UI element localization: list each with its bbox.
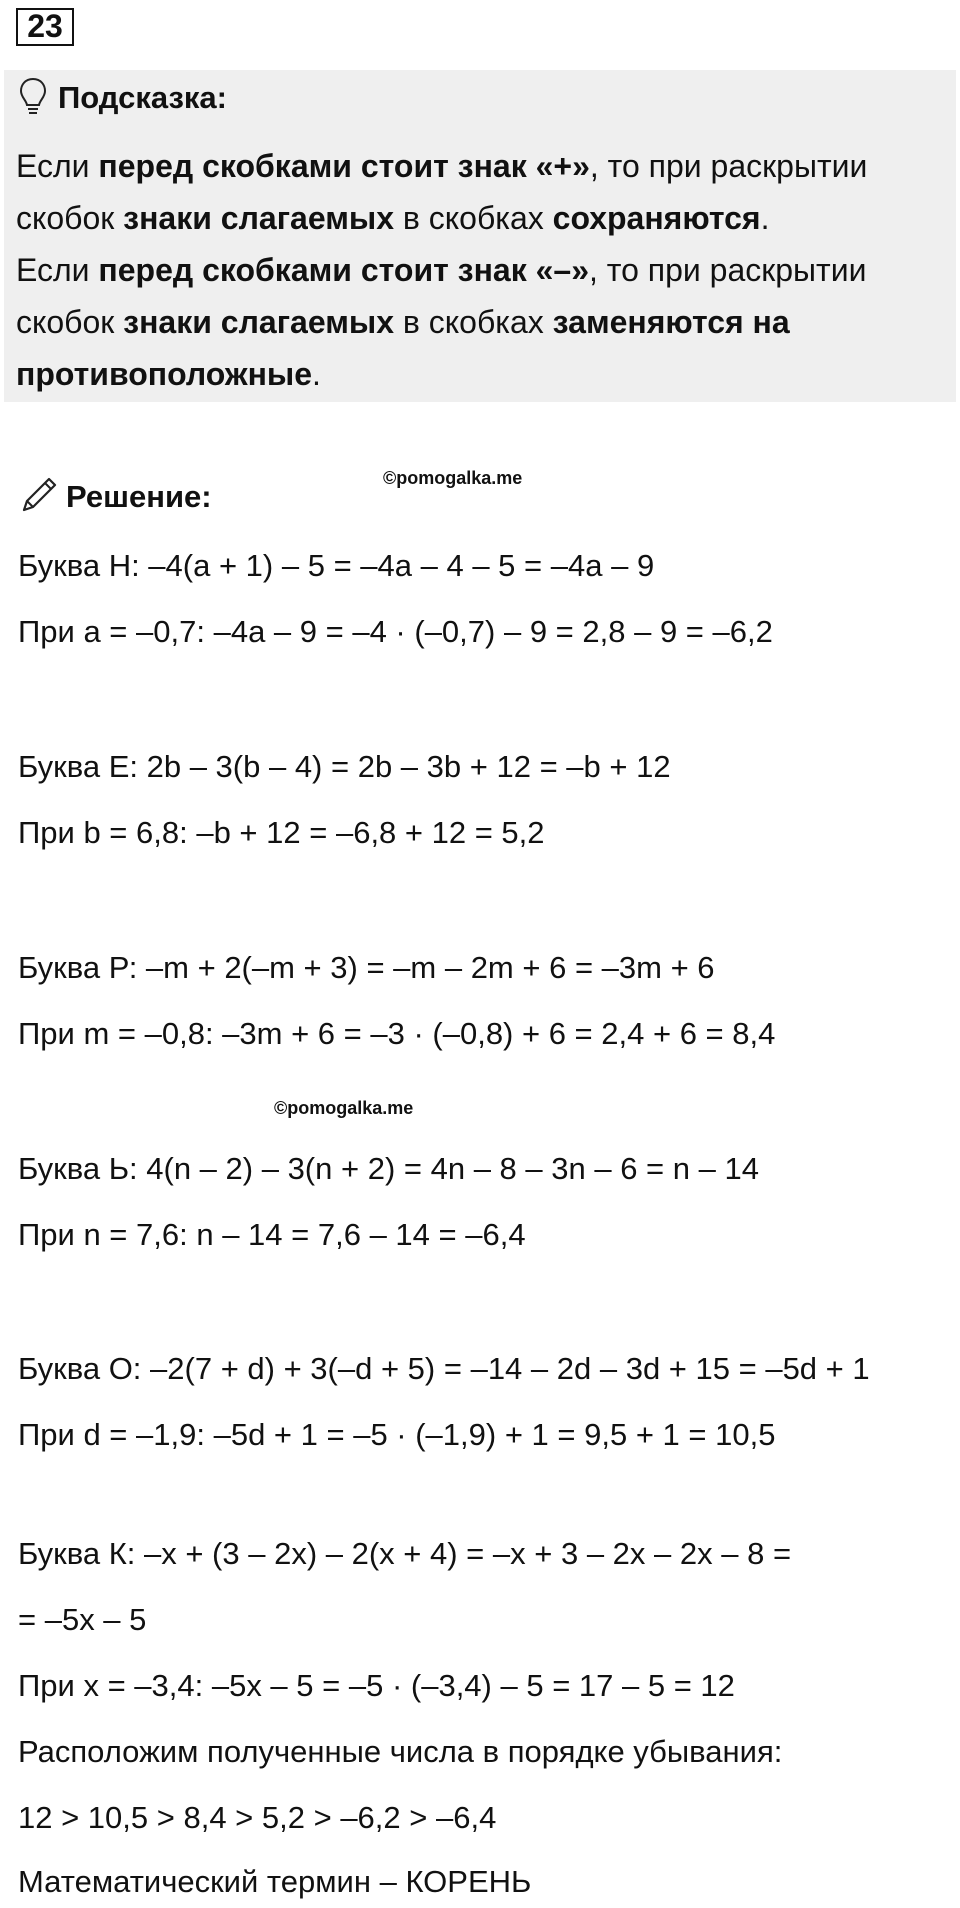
conclusion-order: 12 > 10,5 > 8,4 > 5,2 > –6,2 > –6,4 bbox=[18, 1800, 497, 1835]
solution-title: Решение: bbox=[66, 479, 212, 514]
letter-e-value: При b = 6,8: –b + 12 = –6,8 + 12 = 5,2 bbox=[18, 815, 545, 850]
letter-soft-sign-expression: Буква Ь: 4(n – 2) – 3(n + 2) = 4n – 8 – 3n – 6 = n – 14 bbox=[18, 1151, 759, 1186]
letter-o-expression: Буква О: –2(7 + d) + 3(–d + 5) = –14 – 2d – 3d + 15 = –5d + 1 bbox=[18, 1351, 870, 1386]
watermark-2: ©pomogalka.me bbox=[274, 1098, 414, 1118]
lightbulb-icon bbox=[18, 76, 48, 116]
hint-line-2: скобок знаки слагаемых в скобках сохраняются. bbox=[16, 200, 770, 236]
letter-n-value: При a = –0,7: –4a – 9 = –4 · (–0,7) – 9 = 2,8 – 9 = –6,2 bbox=[18, 614, 773, 649]
hint-line-4: скобок знаки слагаемых в скобках заменяются на bbox=[16, 304, 790, 340]
task-number: 23 bbox=[16, 8, 74, 46]
letter-k-expression-cont: = –5x – 5 bbox=[18, 1602, 147, 1637]
conclusion-instruction: Расположим полученные числа в порядке убывания: bbox=[18, 1734, 783, 1769]
letter-r-expression: Буква Р: –m + 2(–m + 3) = –m – 2m + 6 = –3m + 6 bbox=[18, 950, 715, 985]
watermark: ©pomogalka.me bbox=[383, 468, 523, 488]
letter-e-expression: Буква Е: 2b – 3(b – 4) = 2b – 3b + 12 = –b + 12 bbox=[18, 749, 671, 784]
letter-k-value: При x = –3,4: –5x – 5 = –5 · (–3,4) – 5 = 17 – 5 = 12 bbox=[18, 1668, 735, 1703]
letter-o-value: При d = –1,9: –5d + 1 = –5 · (–1,9) + 1 = 9,5 + 1 = 10,5 bbox=[18, 1417, 776, 1452]
hint-line-3: Если перед скобками стоит знак «–», то при раскрытии bbox=[16, 252, 867, 288]
hint-line-5: противоположные. bbox=[16, 356, 321, 392]
pencil-icon bbox=[18, 474, 60, 516]
letter-r-value: При m = –0,8: –3m + 6 = –3 · (–0,8) + 6 = 2,4 + 6 = 8,4 bbox=[18, 1016, 776, 1051]
hint-title: Подсказка: bbox=[58, 80, 227, 115]
letter-k-expression: Буква К: –x + (3 – 2x) – 2(x + 4) = –x + 3 – 2x – 2x – 8 = bbox=[18, 1536, 792, 1571]
hint-line-1: Если перед скобками стоит знак «+», то при раскрытии bbox=[16, 148, 868, 184]
letter-soft-sign-value: При n = 7,6: n – 14 = 7,6 – 14 = –6,4 bbox=[18, 1217, 526, 1252]
conclusion-answer: Математический термин – КОРЕНЬ bbox=[18, 1864, 532, 1899]
letter-n-expression: Буква Н: –4(a + 1) – 5 = –4a – 4 – 5 = –4a – 9 bbox=[18, 548, 655, 583]
